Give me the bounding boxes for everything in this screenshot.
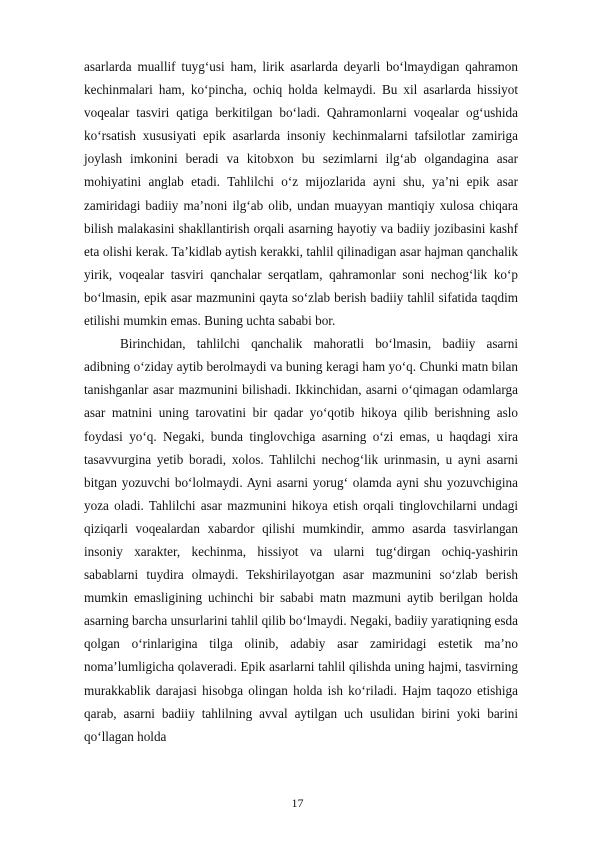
page-number: 17 [291, 796, 304, 810]
paragraph-1: asarlarda muallif tuyg‘usi ham, lirik asarlarda deyarli bo‘lmaydigan qahramon kechinmalari ham, ko‘pincha, ochiq holda kelmaydi. Bu xil asarlarda hissiyot voqealar tasviri qatiga berkitilgan bo‘ladi. Qahramonlarni voqealar og‘ushida ko‘rsatish xususiyati epik asarlarda insoniy kechinmalarni tafsilotlar zamiriga joylash imkonini beradi va kitobxon bu sezimlarni ilg‘ab olgandagina asar mohiyatini anglab etadi. Tahlilchi o‘z mijozlarida ayni shu, ya’ni epik asar zamiridagi badiiy ma’noni ilg‘ab olib, undan muayyan mantiqiy xulosa chiqara bilish malakasini shakllantirish orqali asarning hayotiy va badiiy jozibasini kashf eta olishi kerak. Ta’kidlab aytish kerakki, tahlil qilinadigan asar hajman qanchalik yirik, voqealar tasviri qanchalar serqatlam, qahramonlar soni nechog‘lik ko‘p bo‘lmasin, epik asar mazmunini qayta so‘zlab berish badiiy tahlil sifatida taqdim etilishi mumkin emas. Buning uchta sababi bor. [84, 59, 518, 329]
body-text [84, 55, 518, 748]
paragraph-2: Birinchidan, tahlilchi qanchalik mahoratli bo‘lmasin, badiiy asarni adibning o‘ziday aytib berolmaydi va buning keragi ham yo‘q. Chunki matn bilan tanishganlar asar mazmunini bilishadi. Ikkinchidan, asarni o‘qimagan odamlarga asar matnini uning tarovatini bir qadar yo‘qotib hikoya qilib berishning aslo foydasi yo‘q. Negaki, bunda tinglovchiga asarning o‘zi emas, u haqdagi xira tasavvurgina yetib boradi, xolos. Tahlilchi nechog‘lik urinmasin, u ayni asarni bitgan yozuvchi bo‘lolmaydi. Ayni asarni yorug‘ olamda ayni shu yozuvchigina yoza oladi. Tahlilchi asar mazmunini hikoya etish orqali tinglovchilarni undagi qiziqarli voqealardan xabardor qilishi mumkindir, ammo asarda tasvirlangan insoniy xarakter, kechinma, hissiyot va ularni tug‘dirgan ochiq-yashirin sabablarni tuydira olmaydi. Tekshirilayotgan asar mazmunini so‘zlab berish mumkin emasligining uchinchi bir sababi matn mazmuni aytib berilgan holda asarning barcha unsurlarini tahlil qilib bo‘lmaydi. Negaki, badiiy yaratiqning esda qolgan o‘rinlarigina tilga olinib, adabiy asar zamiridagi estetik ma’no noma’lumligicha qolaveradi. Epik asarlarni tahlil qilishda uning hajmi, tasvirning murakkablik darajasi hisobga olingan holda ish ko‘riladi. Hajm taqozo etishiga qarab, asarni badiiy tahlilning avval aytilgan uch usulidan birini yoki barini qo‘llagan holda [84, 336, 518, 744]
